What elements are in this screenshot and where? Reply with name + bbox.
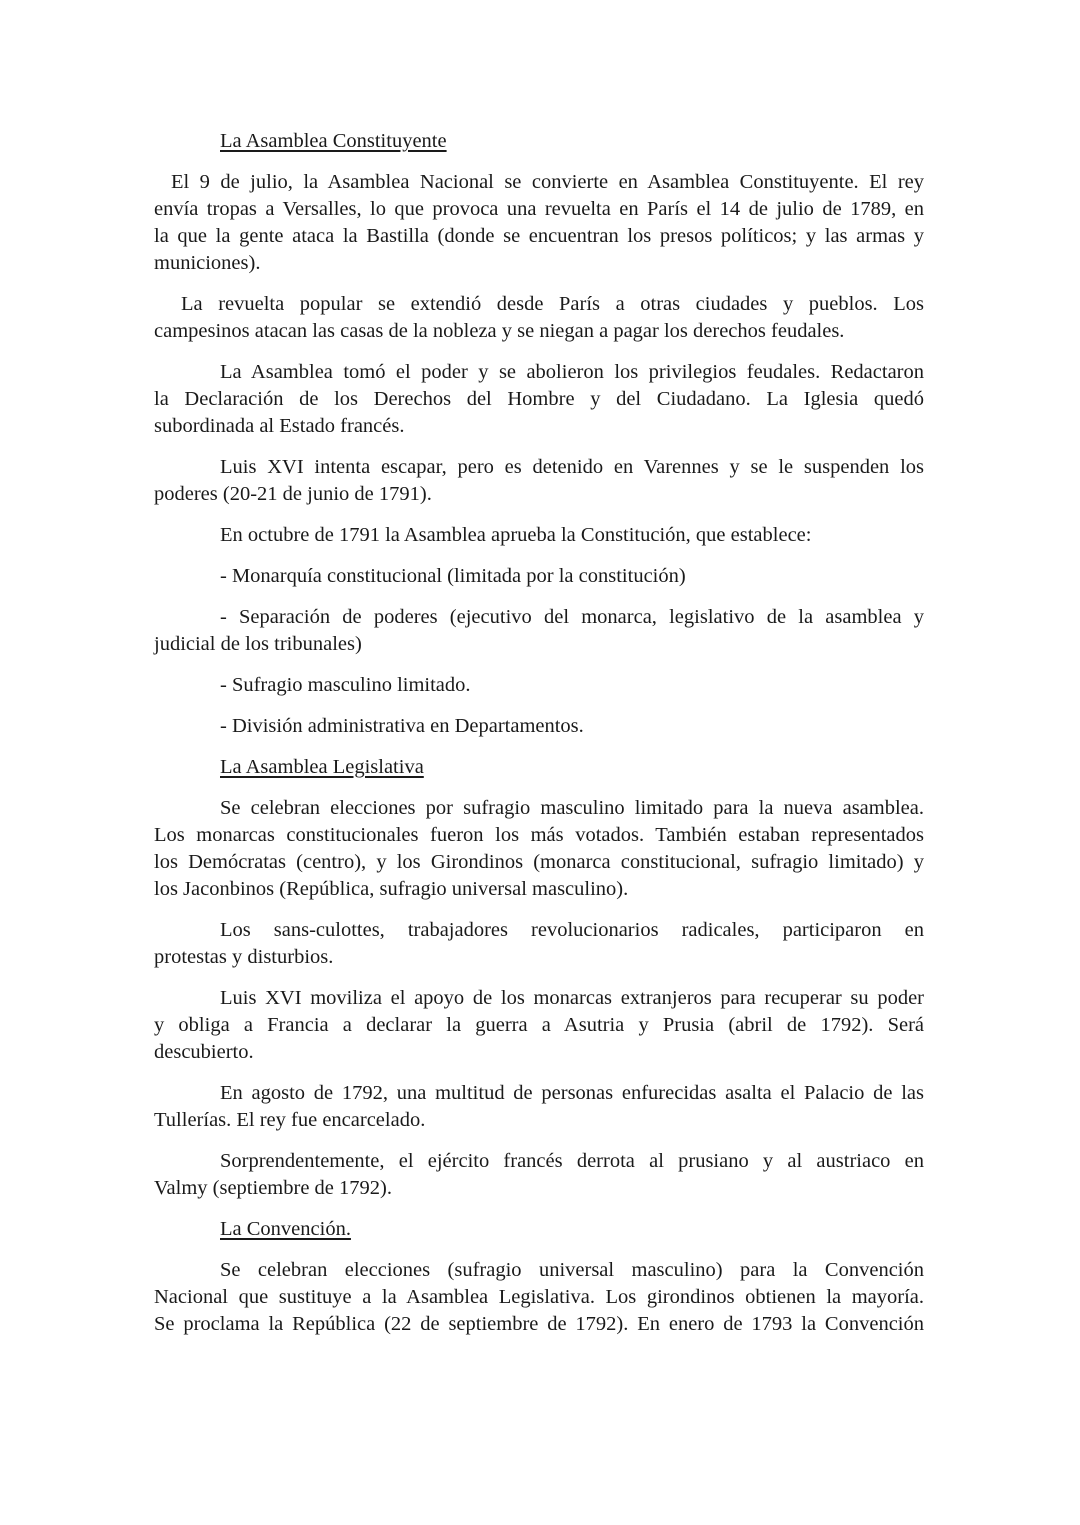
paragraph-line: poderes (20-21 de junio de 1791). xyxy=(154,483,432,505)
paragraph-line: - Separación de poderes (ejecutivo del monarca, legislativo de la asamblea y xyxy=(220,606,924,628)
section-heading xyxy=(154,754,924,781)
paragraph xyxy=(154,713,924,740)
paragraph-line: - Sufragio masculino limitado. xyxy=(220,674,471,696)
paragraph-line: la Declaración de los Derechos del Hombre y del Ciudadano. La Iglesia quedó xyxy=(154,388,924,410)
paragraph-line: judicial de los tribunales) xyxy=(154,633,362,655)
paragraph-line: Luis XVI intenta escapar, pero es detenido en Varennes y se le suspenden los xyxy=(220,456,924,478)
paragraph-line: Tullerías. El rey fue encarcelado. xyxy=(154,1109,426,1131)
section-heading xyxy=(154,1216,924,1243)
paragraph xyxy=(154,604,924,658)
paragraph-line: protestas y disturbios. xyxy=(154,946,334,968)
paragraph xyxy=(154,291,924,345)
paragraph xyxy=(154,1257,924,1338)
paragraph-line: campesinos atacan las casas de la nobleza y se niegan a pagar los derechos feudales. xyxy=(154,320,845,342)
paragraph-line: Los monarcas constitucionales fueron los más votados. También estaban representados xyxy=(154,824,924,846)
paragraph-line: En agosto de 1792, una multitud de personas enfurecidas asalta el Palacio de las xyxy=(220,1082,924,1104)
section-heading xyxy=(154,128,924,155)
paragraph xyxy=(154,522,924,549)
paragraph-line: La revuelta popular se extendió desde París a otras ciudades y pueblos. Los xyxy=(181,293,924,315)
paragraph-line: la que la gente ataca la Bastilla (donde se encuentran los presos políticos; y las armas y xyxy=(154,225,924,247)
paragraph-line: los Jaconbinos (República, sufragio universal masculino). xyxy=(154,878,629,900)
paragraph xyxy=(154,169,924,277)
paragraph-line: envía tropas a Versalles, lo que provoca una revuelta en París el 14 de julio de 1789, en xyxy=(154,198,924,220)
paragraph-line: Se celebran elecciones por sufragio masculino limitado para la nueva asamblea. xyxy=(220,797,924,819)
paragraph-line: descubierto. xyxy=(154,1041,254,1063)
section-heading-text: La Convención. xyxy=(220,1218,351,1240)
paragraph-line: Sorprendentemente, el ejército francés derrota al prusiano y al austriaco en xyxy=(220,1150,924,1172)
paragraph xyxy=(154,917,924,971)
paragraph-line: Luis XVI moviliza el apoyo de los monarcas extranjeros para recuperar su poder xyxy=(220,987,924,1009)
section-heading-text: La Asamblea Constituyente xyxy=(220,130,447,152)
paragraph-line: Se celebran elecciones (sufragio universal masculino) para la Convención xyxy=(220,1259,924,1281)
section-heading-text: La Asamblea Legislativa xyxy=(220,756,424,778)
paragraph-line: En octubre de 1791 la Asamblea aprueba la Constitución, que establece: xyxy=(220,524,812,546)
paragraph-line: Nacional que sustituye a la Asamblea Legislativa. Los girondinos obtienen la mayoría. xyxy=(154,1286,924,1308)
paragraph-line: Se proclama la República (22 de septiembre de 1792). En enero de 1793 la Convención xyxy=(154,1313,924,1335)
paragraph-line: La Asamblea tomó el poder y se abolieron los privilegios feudales. Redactaron xyxy=(220,361,924,383)
paragraph-line: Los sans-culottes, trabajadores revolucionarios radicales, participaron en xyxy=(220,919,924,941)
paragraph xyxy=(154,563,924,590)
paragraph-line: municiones). xyxy=(154,252,261,274)
paragraph xyxy=(154,454,924,508)
paragraph-line: Valmy (septiembre de 1792). xyxy=(154,1177,392,1199)
paragraph xyxy=(154,795,924,903)
paragraph-line: El 9 de julio, la Asamblea Nacional se convierte en Asamblea Constituyente. El rey xyxy=(171,171,924,193)
paragraph-line: y obliga a Francia a declarar la guerra a Asutria y Prusia (abril de 1792). Será xyxy=(154,1014,924,1036)
paragraph-line: subordinada al Estado francés. xyxy=(154,415,405,437)
paragraph xyxy=(154,1080,924,1134)
paragraph xyxy=(154,985,924,1066)
paragraph xyxy=(154,359,924,440)
document-page xyxy=(154,128,924,1352)
paragraph-line: - División administrativa en Departamentos. xyxy=(220,715,584,737)
paragraph xyxy=(154,672,924,699)
paragraph-line: - Monarquía constitucional (limitada por la constitución) xyxy=(220,565,686,587)
paragraph xyxy=(154,1148,924,1202)
paragraph-line: los Demócratas (centro), y los Girondinos (monarca constitucional, sufragio limitado) y xyxy=(154,851,924,873)
